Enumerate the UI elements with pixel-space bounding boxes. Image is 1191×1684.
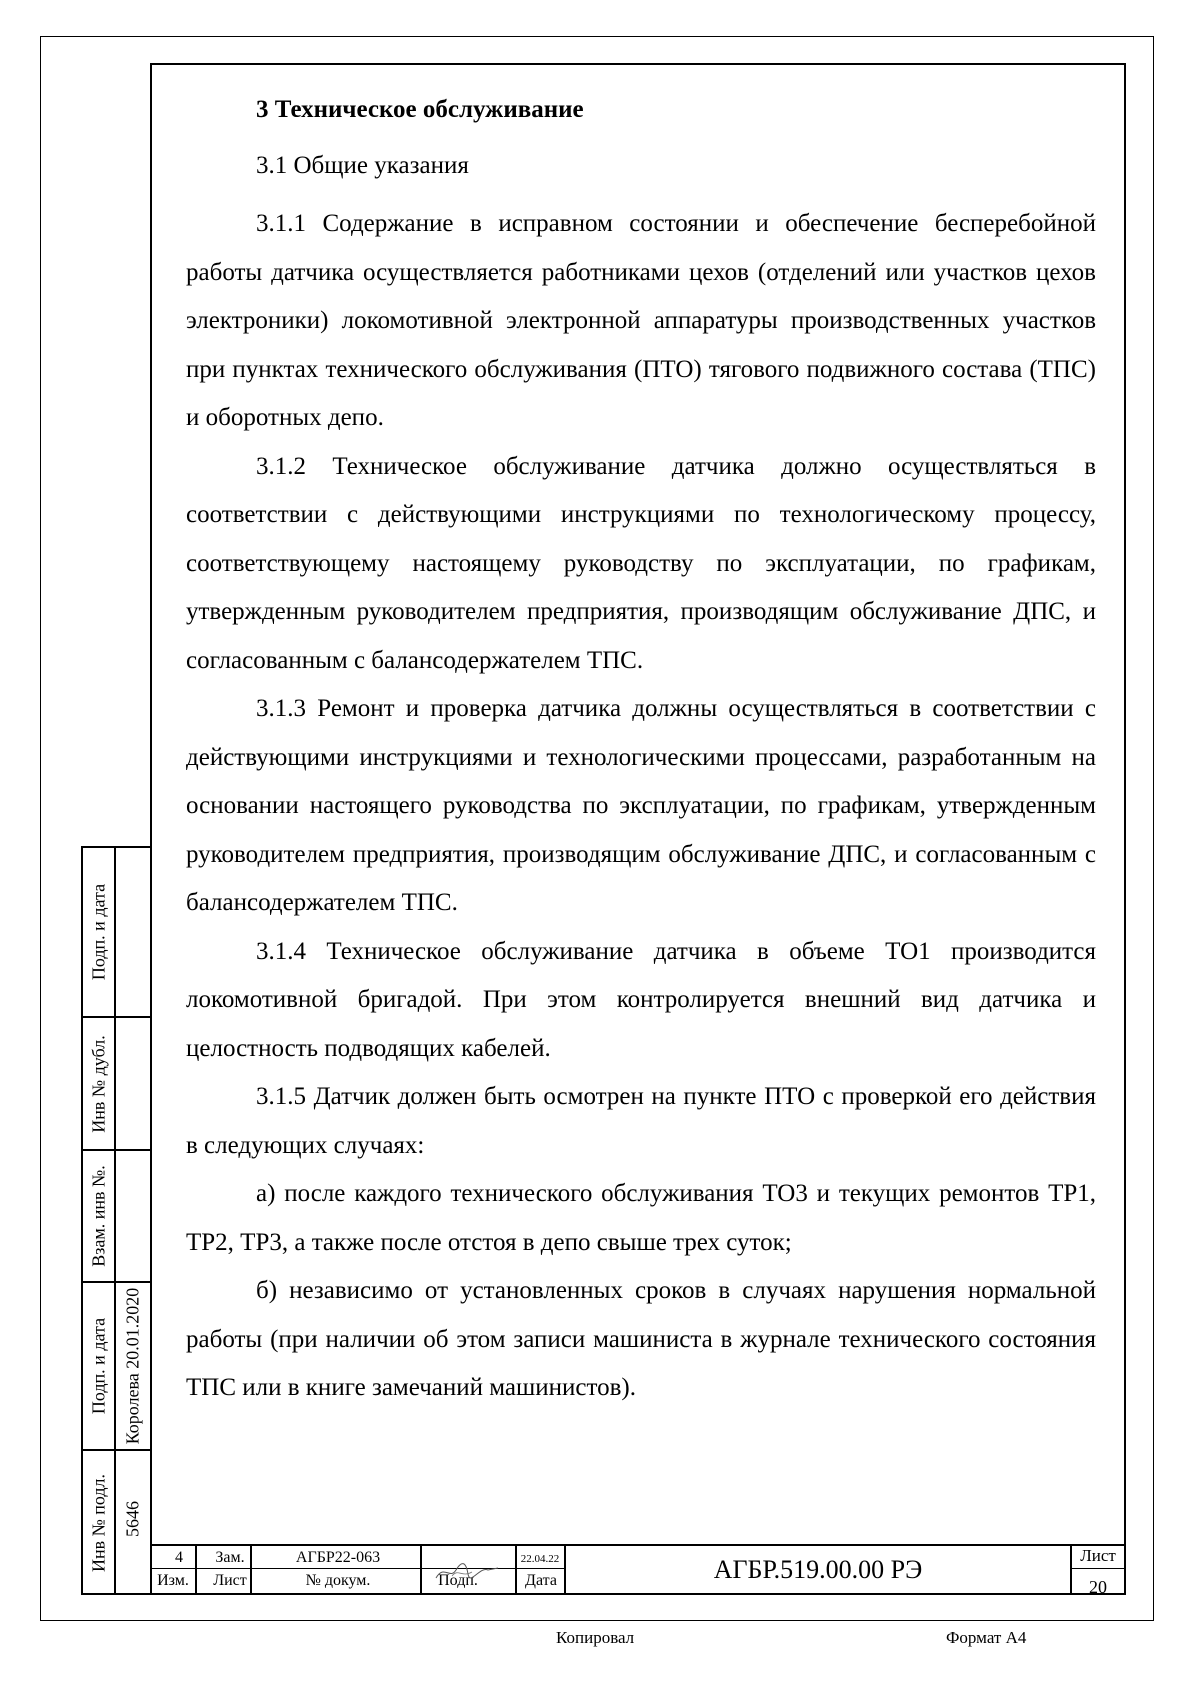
left-margin-table <box>81 846 150 1595</box>
izm-value: 4 <box>175 1549 183 1566</box>
footer-format: Формат А4 <box>946 1628 1027 1647</box>
signature-label: Подп. <box>438 1572 478 1589</box>
list-item: а) после каждого технического обслуживания ТО3 и текущих ремонтов ТР1, ТР2, ТР3, а также после отстоя в депо свыше трех суток; <box>186 1180 1096 1256</box>
paragraph: 3.1.2 Техническое обслуживание датчика должно осуществляться в соответствии с действующими инструкциями по технологическому процессу, соответствующему настоящему руководству по эксплуатации, по графикам, утвержденным руководителем предприятия, производящим обслуживание ДПС, и согласованным с балансодержателем ТПС. <box>186 452 1096 674</box>
row-podp-data-top <box>83 848 150 1018</box>
paragraph: 3.1.1 Содержание в исправном состоянии и обеспечение бесперебойной работы датчика осуществляется работниками цехов (отделений или участков цехов электроники) локомотивной электронной аппаратуры производственных участков при пунктах технического обслуживания (ПТО) тягового подвижного состава (ТПС) и оборотных депо. <box>186 210 1096 431</box>
list-value: Зам. <box>215 1549 245 1566</box>
paragraph: 3.1.4 Техническое обслуживание датчика в объеме ТО1 производится локомотивной бригадой. При этом контролируется внешний вид датчика и целостность подводящих кабелей. <box>186 937 1096 1062</box>
sheet-number: 20 <box>1089 1577 1107 1597</box>
document-body <box>186 82 1096 1413</box>
date-value: 22.04.22 <box>520 1553 560 1565</box>
label-vzam-inv: Взам. инв №. <box>88 1165 108 1267</box>
row-inv-podl <box>83 1451 150 1595</box>
row-podp-data-bottom <box>83 1283 150 1451</box>
izm-label: Изм. <box>157 1572 189 1589</box>
label-podp-data: Подп. и дата <box>88 883 108 981</box>
row-vzam-inv <box>83 1151 150 1283</box>
label-inv-dubl: Инв № дубл. <box>88 1034 108 1133</box>
doc-number-label: № докум. <box>305 1572 371 1589</box>
list-label: Лист <box>213 1572 247 1589</box>
list-item: б) независимо от установленных сроков в случаях нарушения нормальной работы (при наличии об этом записи машиниста в журнале технического состояния ТПС или в книге замечаний машинистов). <box>186 1277 1096 1401</box>
paragraph: 3.1.3 Ремонт и проверка датчика должны осуществляться в соответствии с действующими инструкциями и технологическими процессами, разработанным на основании настоящего руководства по эксплуатации, по графикам, утвержденным руководителем предприятия, производящим обслуживание ДПС, и согласованным с балансодержателем ТПС. <box>186 695 1096 916</box>
subsection-heading: 3.1 Общие указания <box>256 152 469 179</box>
row-inv-dubl <box>83 1018 150 1151</box>
label-inv-podl: Инв № подл. <box>88 1473 108 1573</box>
footer-copied: Копировал <box>556 1628 635 1647</box>
value-inv-podl: 5646 <box>122 1501 143 1537</box>
sheet-label: Лист <box>1080 1546 1116 1565</box>
value-signatory-date: Королева 20.01.2020 <box>122 1287 143 1445</box>
label-podp-data-bottom: Подп. и дата <box>88 1317 108 1415</box>
doc-number-value: АГБР22-063 <box>295 1549 381 1566</box>
section-heading: 3 Техническое обслуживание <box>256 96 584 123</box>
document-code: АГБР.519.00.00 РЭ <box>713 1555 923 1584</box>
date-label: Дата <box>525 1572 557 1589</box>
paragraph: 3.1.5 Датчик должен быть осмотрен на пункте ПТО с проверкой его действия в следующих случаях: <box>186 1083 1096 1159</box>
signature-icon <box>432 1558 502 1584</box>
